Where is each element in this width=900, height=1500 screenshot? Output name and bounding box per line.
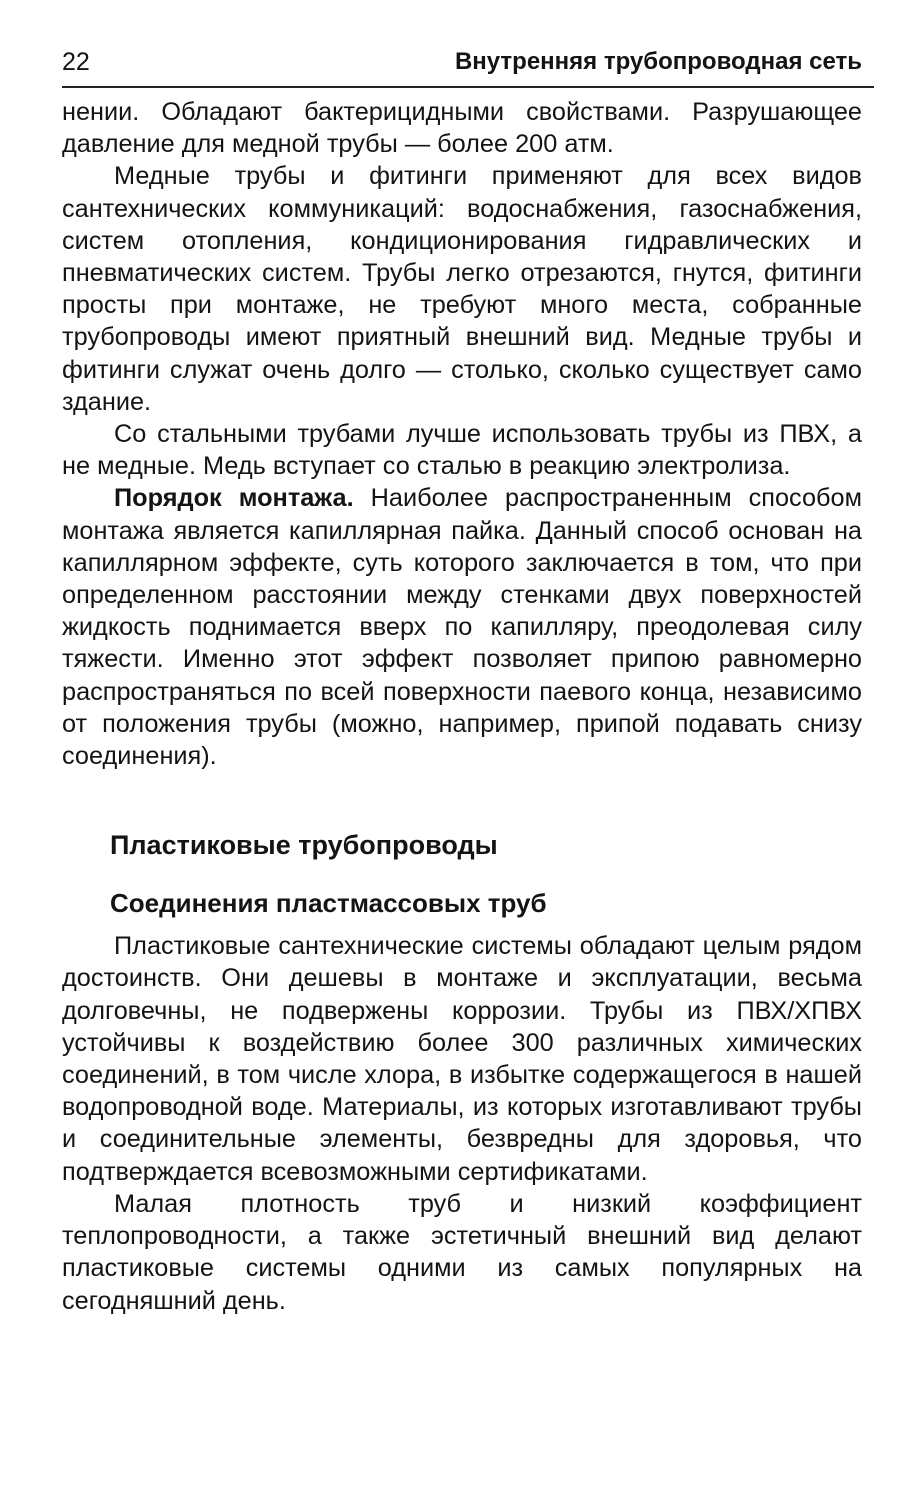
book-page <box>62 42 862 1317</box>
paragraph-installation-order <box>62 482 862 772</box>
paragraph-plastic-advantages <box>62 930 862 1188</box>
running-header <box>62 42 874 88</box>
paragraph-text: нении. Обладают бактерицидными свойствами. Разрушающее давление для медной трубы — более 200 атм. <box>62 98 862 159</box>
paragraph-text: Медные трубы и фитинги применяют для всех видов сантехнических коммуникаций: водоснабжения, газоснабжения, систем отопления, кондиционирования гидравлических и пневматических систем. Трубы легко отрезаются, гнутся, фитинги просты при монтаже, не требуют много места, собранные трубопроводы имеют приятный внешний вид. Медные трубы и фитинги служат очень долго — столько, сколько существует само здание. <box>62 162 862 416</box>
running-header-title: Внутренняя трубопроводная сеть <box>454 48 862 75</box>
paragraph-plastic-popularity <box>62 1188 862 1317</box>
body-text <box>62 96 862 1317</box>
paragraph-text: Пластиковые сантехнические системы обладают целым рядом достоинств. Они дешевы в монтаже и эксплуатации, весьма долговечны, не подвержены коррозии. Трубы из ПВХ/ХПВХ устойчивы к воздействию более 300 различных химических соединений, в том числе хлора, в избытке содержащегося в нашей водопроводной воде. Материалы, из которых изготавливают трубы и соединительные элементы, безвредны для здоровья, что подтверждается всевозможными сертификатами. <box>62 932 862 1186</box>
paragraph-text: Наиболее распространенным способом монтажа является капиллярная пайка. Данный способ основан на капиллярном эффекте, суть которого заключается в том, что при определенном расстоянии между стенками двух поверхностей жидкость поднимается вверх по капилляру, преодолевая силу тяжести. Именно этот эффект позволяет припою равномерно распространяться по всей поверхности паевого конца, независимо от положения трубы (можно, например, припой подавать снизу соединения). <box>62 484 862 771</box>
paragraph-copper-applications <box>62 160 862 418</box>
run-in-heading: Порядок монтажа. <box>114 484 354 513</box>
subsection-heading: Соединения пластмассовых труб <box>110 888 547 919</box>
paragraph-continuation <box>62 96 862 160</box>
section-spacer <box>62 772 862 828</box>
paragraph-text: Малая плотность труб и низкий коэффициент теплопроводности, а также эстетичный внешний вид делают пластиковые системы одними из самых популярных на сегодняшний день. <box>62 1189 862 1315</box>
paragraph-text: Со стальными трубами лучше использовать трубы из ПВХ, а не медные. Медь вступает со сталью в реакцию электролиза. <box>62 420 862 481</box>
paragraph-steel-compatibility <box>62 418 862 482</box>
section-heading: Пластиковые трубопроводы <box>110 830 498 861</box>
page-number: 22 <box>62 48 90 76</box>
